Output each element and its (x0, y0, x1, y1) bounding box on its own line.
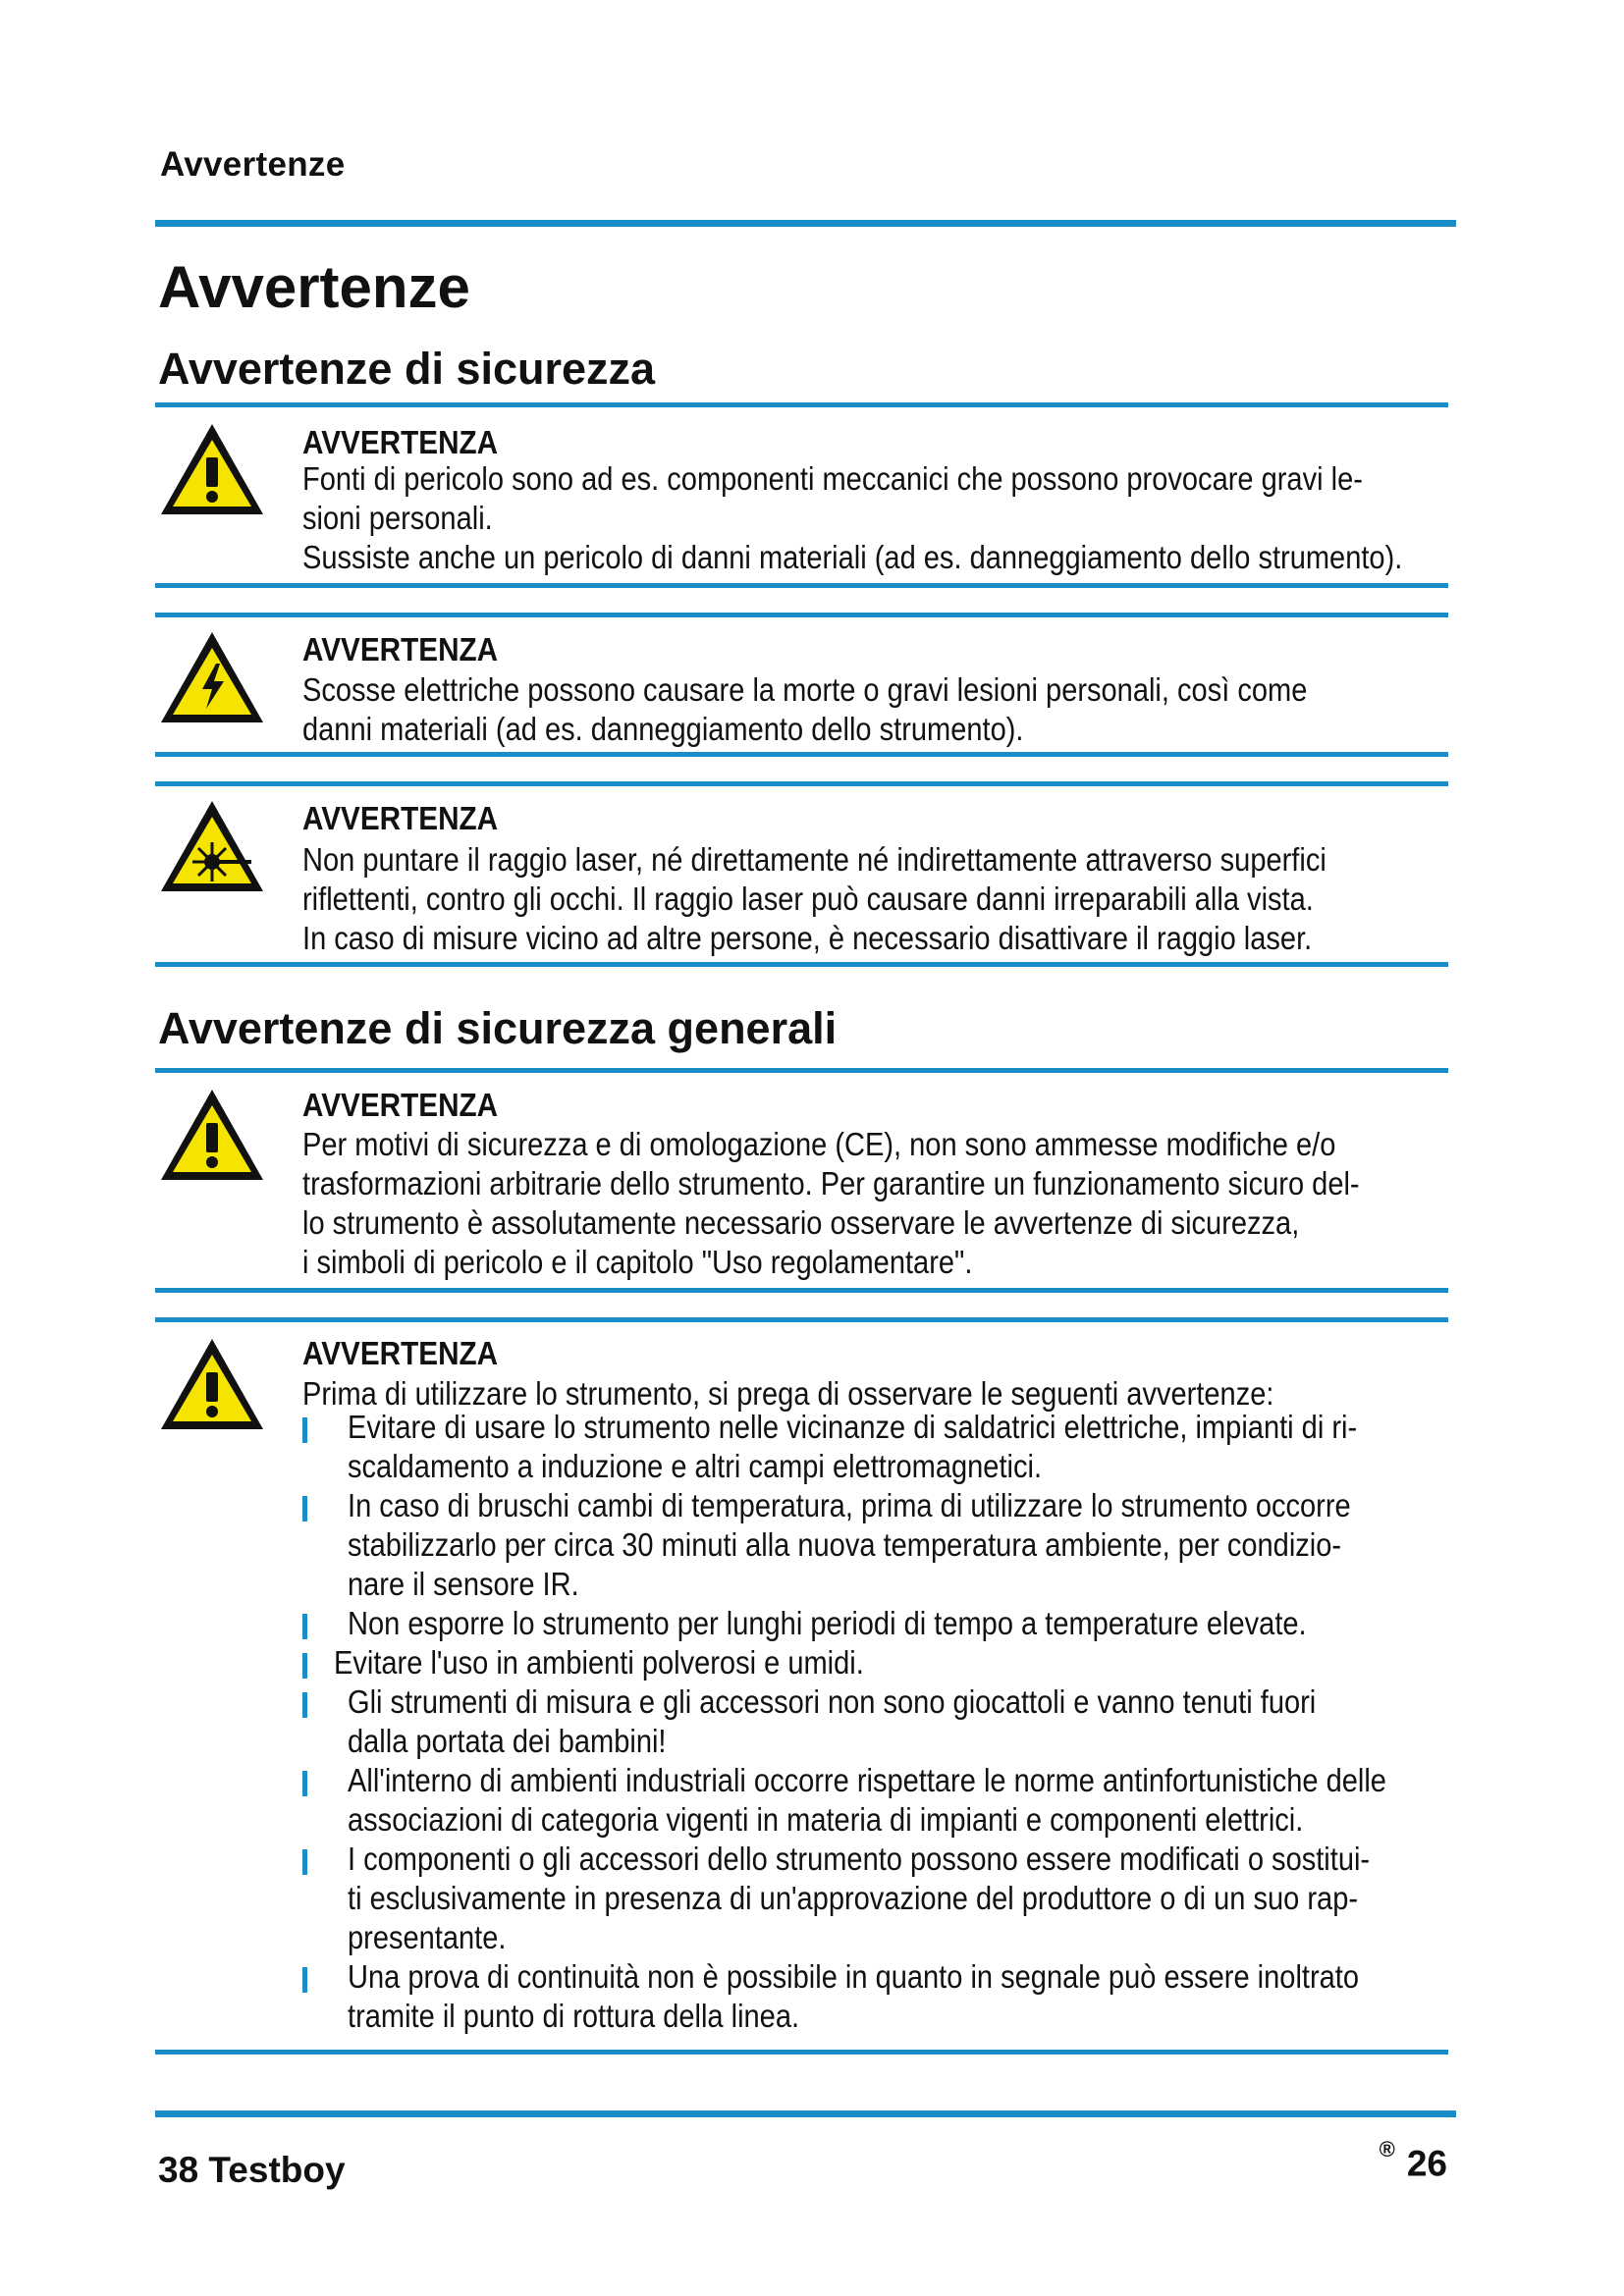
warning-text (302, 840, 1326, 958)
general-warning-icon (157, 420, 267, 518)
list-item-text (348, 1957, 1359, 2036)
list-item (298, 1604, 1528, 1643)
bullet-bar-icon (302, 1967, 307, 1993)
bullet-bar-icon (302, 1496, 307, 1522)
list-item-text (348, 1682, 1316, 1761)
warning-text-line: i simboli di pericolo e il capitolo "Uso regolamentare". (302, 1244, 973, 1280)
section-heading-safety: Avvertenze di sicurezza (158, 344, 656, 394)
list-item-line: In caso di bruschi cambi di temperatura, prima di utilizzare lo strumento occorre (348, 1487, 1351, 1523)
list-item-line: Gli strumenti di misura e gli accessori non sono giocattoli e vanno tenuti fuori (348, 1683, 1317, 1720)
list-item-line: ti esclusivamente in presenza di un'approvazione del produttore o di un suo rap- (348, 1880, 1359, 1916)
list-item-text (348, 1408, 1357, 1486)
list-item-text (348, 1840, 1370, 1957)
bullet-bar-icon (302, 1417, 307, 1443)
section-rule (155, 402, 1448, 407)
page-title: Avvertenze (158, 254, 470, 320)
list-item-line: associazioni di categoria vigenti in materia di impianti e componenti elettrici. (348, 1801, 1304, 1838)
footer-page-label: 38 Testboy (158, 2150, 346, 2190)
list-item-line: scaldamento a induzione e altri campi elettromagnetici. (348, 1448, 1043, 1484)
list-item-line: dalla portata dei bambini! (348, 1723, 667, 1759)
warning-title: AVVERTENZA (302, 800, 499, 836)
list-item (298, 1682, 1528, 1761)
list-item (298, 1486, 1528, 1604)
warning-rule (155, 781, 1448, 786)
list-item (298, 1761, 1528, 1840)
list-item-line: All'interno di ambienti industriali occorre rispettare le norme antinfortunistiche delle (348, 1762, 1386, 1798)
footer-number: 26 (1406, 2143, 1447, 2184)
list-item-line: I componenti o gli accessori dello strumento possono essere modificati o sostitui- (348, 1841, 1371, 1877)
bullet-bar-icon (302, 1849, 307, 1875)
list-item-line: Evitare l'uso in ambienti polverosi e umidi. (334, 1644, 864, 1681)
electric-shock-warning-icon (157, 628, 267, 726)
list-item-text (334, 1643, 864, 1682)
warning-text (302, 459, 1402, 577)
warning-text-line: riflettenti, contro gli occhi. Il raggio laser può causare danni irreparabili alla vista. (302, 881, 1314, 917)
registered-mark: ® (1379, 2137, 1395, 2162)
warning-text-line: Fonti di pericolo sono ad es. componenti meccanici che possono provocare gravi le- (302, 460, 1363, 497)
list-item-text (348, 1761, 1386, 1840)
list-item-line: Una prova di continuità non è possibile in quanto in segnale può essere inoltrato (348, 1958, 1359, 1995)
warning-title: AVVERTENZA (302, 1335, 499, 1371)
warning-text-line: Scosse elettriche possono causare la morte o gravi lesioni personali, così come (302, 671, 1308, 708)
warning-text-line: lo strumento è assolutamente necessario osservare le avvertenze di sicurezza, (302, 1204, 1300, 1241)
list-item-line: nare il sensore IR. (348, 1566, 579, 1602)
section-heading-general-safety: Avvertenze di sicurezza generali (158, 1003, 838, 1053)
warning-bullet-list (298, 1408, 1528, 2036)
laser-warning-icon (157, 797, 267, 895)
list-item (298, 1408, 1528, 1486)
warning-text-line: Sussiste anche un pericolo di danni materiali (ad es. danneggiamento dello strumento). (302, 539, 1403, 575)
warning-text-line: trasformazioni arbitrarie dello strumento. Per garantire un funzionamento sicuro del- (302, 1165, 1360, 1201)
warning-text-line: Non puntare il raggio laser, né direttamente né indirettamente attraverso superfici (302, 841, 1326, 878)
warning-text (302, 670, 1307, 749)
list-item-line: stabilizzarlo per circa 30 minuti alla nuova temperatura ambiente, per condizio- (348, 1526, 1342, 1563)
running-head: Avvertenze (160, 145, 346, 184)
warning-text (302, 1125, 1360, 1282)
list-item-text (348, 1604, 1307, 1643)
warning-text-line: Per motivi di sicurezza e di omologazione (CE), non sono ammesse modifiche e/o (302, 1126, 1336, 1162)
bullet-bar-icon (302, 1771, 307, 1796)
list-item-text (348, 1486, 1351, 1604)
list-item-line: presentante. (348, 1919, 507, 1955)
warning-rule (155, 962, 1448, 967)
bullet-bar-icon (302, 1614, 307, 1639)
warning-rule (155, 1317, 1448, 1322)
warning-rule (155, 2050, 1448, 2055)
warning-rule (155, 1288, 1448, 1293)
list-item-line: tramite il punto di rottura della linea. (348, 1998, 800, 2034)
warning-text-line: danni materiali (ad es. danneggiamento dello strumento). (302, 711, 1024, 747)
warning-intro: Prima di utilizzare lo strumento, si prega di osservare le seguenti avvertenze: (302, 1375, 1274, 1412)
warning-title: AVVERTENZA (302, 424, 499, 460)
bullet-bar-icon (302, 1692, 307, 1718)
list-item-line: Evitare di usare lo strumento nelle vicinanze di saldatrici elettriche, impianti di ri- (348, 1409, 1358, 1445)
list-item-line: Non esporre lo strumento per lunghi periodi di tempo a temperature elevate. (348, 1605, 1307, 1641)
list-item (298, 1957, 1528, 2036)
header-rule (155, 220, 1456, 227)
list-item (298, 1643, 1528, 1682)
warning-title: AVVERTENZA (302, 631, 499, 667)
bullet-bar-icon (302, 1653, 307, 1679)
footer-right (1379, 2137, 1447, 2184)
general-warning-icon (157, 1086, 267, 1184)
warning-text-line: In caso di misure vicino ad altre persone, è necessario disattivare il raggio laser. (302, 920, 1313, 956)
warning-title: AVVERTENZA (302, 1087, 499, 1123)
general-warning-icon (157, 1335, 267, 1433)
warning-text-line: sioni personali. (302, 500, 493, 536)
warning-rule (155, 752, 1448, 757)
section-rule (155, 1068, 1448, 1073)
warning-rule (155, 613, 1448, 617)
footer-rule (155, 2110, 1456, 2117)
list-item (298, 1840, 1528, 1957)
warning-rule (155, 583, 1448, 588)
